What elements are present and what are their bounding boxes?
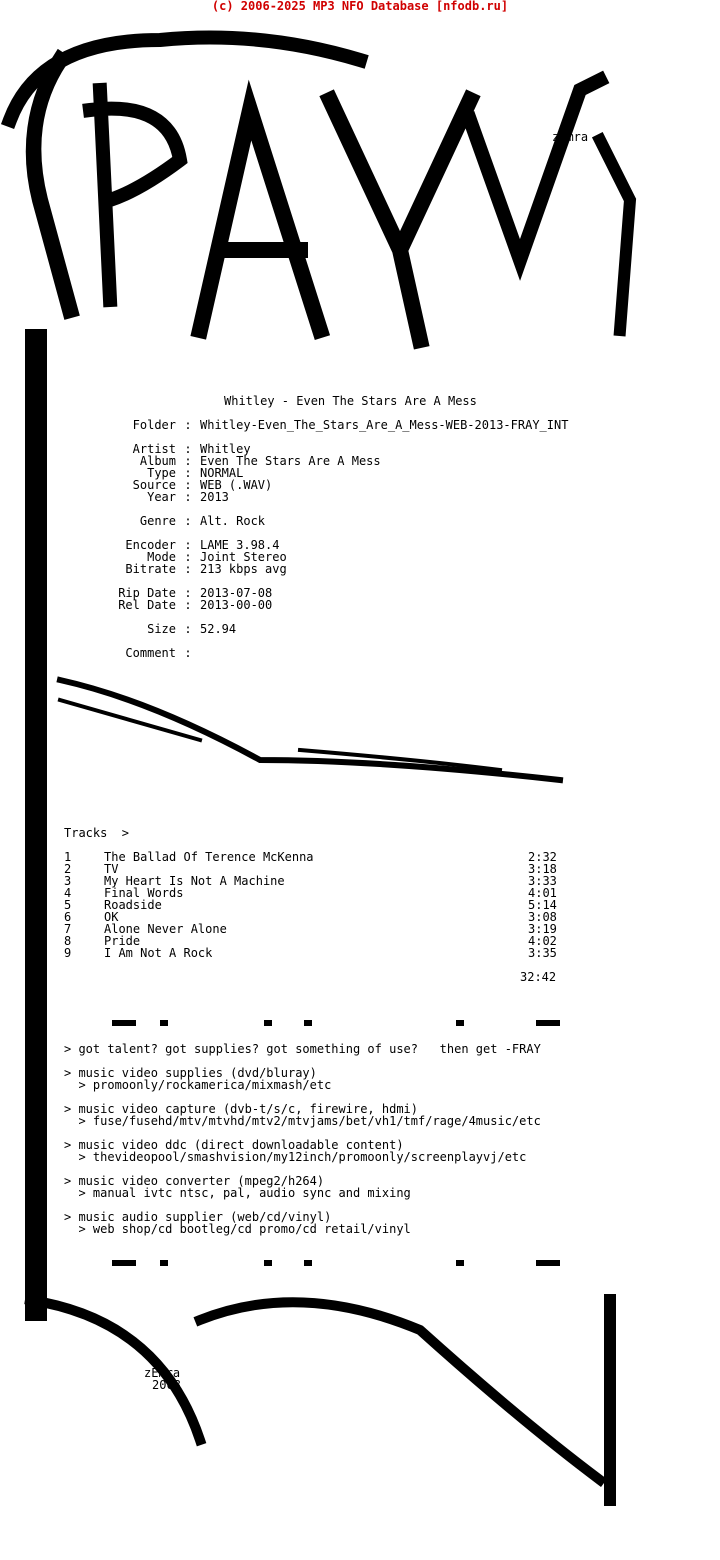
track-number: 1 <box>64 850 72 864</box>
track-number: 8 <box>64 934 72 948</box>
ad-line: > music video converter (mpeg2/h264) <box>64 1174 325 1188</box>
info-colon: : <box>184 490 192 504</box>
info-label: Album <box>139 454 176 468</box>
info-label: Rip Date <box>118 586 176 600</box>
ad-block <box>64 1103 541 1127</box>
info-row <box>72 563 568 575</box>
artist-signature-year: 2008 <box>152 1378 181 1392</box>
info-colon: : <box>184 478 192 492</box>
ad-subline: > promoonly/rockamerica/mixmash/etc <box>64 1078 332 1092</box>
track-time: 4:02 <box>528 934 557 948</box>
info-label: Comment <box>125 646 176 660</box>
track-title: The Ballad Of Terence McKenna <box>104 850 314 864</box>
track-title: Alone Never Alone <box>104 922 227 936</box>
info-colon: : <box>184 550 192 564</box>
release-title: Whitley - Even The Stars Are A Mess <box>224 394 477 408</box>
info-colon: : <box>184 514 192 528</box>
info-colon: : <box>184 586 192 600</box>
info-value: Whitley <box>200 442 251 456</box>
release-info <box>72 419 568 659</box>
info-colon: : <box>184 466 192 480</box>
info-colon: : <box>184 454 192 468</box>
track-time: 3:08 <box>528 910 557 924</box>
info-row <box>72 599 568 611</box>
total-time: 32:42 <box>520 970 557 984</box>
track-time: 3:19 <box>528 922 557 936</box>
info-value: Joint Stereo <box>200 550 287 564</box>
info-value: 2013 <box>200 490 229 504</box>
info-value: NORMAL <box>200 466 244 480</box>
info-row <box>72 623 568 635</box>
ad-subline: > fuse/fusehd/mtv/mtvhd/mtv2/mtvjams/bet/vh1/tmf/rage/4music/etc <box>64 1114 541 1128</box>
track-time: 4:01 <box>528 886 557 900</box>
ad-line: > music video supplies (dvd/bluray) <box>64 1066 317 1080</box>
info-label: Artist <box>132 442 176 456</box>
info-colon: : <box>184 646 192 660</box>
info-colon: : <box>184 562 192 576</box>
ad-block <box>64 1175 541 1199</box>
info-label: Year <box>147 490 176 504</box>
info-label: Rel Date <box>118 598 176 612</box>
track-number: 3 <box>64 874 72 888</box>
ad-block <box>64 1067 541 1091</box>
info-colon: : <box>184 622 192 636</box>
info-label: Mode <box>147 550 176 564</box>
track-title: OK <box>104 910 119 924</box>
group-ads <box>64 1043 541 1247</box>
track-title: TV <box>104 862 119 876</box>
track-list <box>64 851 557 959</box>
ad-subline: > web shop/cd bootleg/cd promo/cd retail/vinyl <box>64 1222 411 1236</box>
info-value: LAME 3.98.4 <box>200 538 280 552</box>
ad-block <box>64 1211 541 1235</box>
info-value: 2013-00-00 <box>200 598 273 612</box>
artist-signature-bottom: zEmra <box>144 1366 181 1380</box>
track-number: 6 <box>64 910 72 924</box>
track-time: 3:35 <box>528 946 557 960</box>
ad-subline: > thevideopool/smashvision/my12inch/promoonly/screenplayvj/etc <box>64 1150 527 1164</box>
info-value: WEB (.WAV) <box>200 478 273 492</box>
info-label: Size <box>147 622 176 636</box>
info-label: Encoder <box>125 538 176 552</box>
track-time: 3:18 <box>528 862 557 876</box>
info-value: 2013-07-08 <box>200 586 273 600</box>
track-number: 5 <box>64 898 72 912</box>
artist-signature: zEmra <box>552 130 589 144</box>
info-colon: : <box>184 442 192 456</box>
track-number: 2 <box>64 862 72 876</box>
database-credit: (c) 2006-2025 MP3 NFO Database [nfodb.ru] <box>211 0 509 13</box>
tracks-header: Tracks > <box>64 826 130 840</box>
info-value: Even The Stars Are A Mess <box>200 454 381 468</box>
ad-line: > music video ddc (direct downloadable content) <box>64 1138 404 1152</box>
track-time: 2:32 <box>528 850 557 864</box>
info-colon: : <box>184 418 192 432</box>
track-title: I Am Not A Rock <box>104 946 213 960</box>
info-row <box>72 647 568 659</box>
info-colon: : <box>184 538 192 552</box>
ad-block <box>64 1043 541 1055</box>
info-colon: : <box>184 598 192 612</box>
track-title: Roadside <box>104 898 162 912</box>
track-row <box>64 851 557 863</box>
info-label: Genre <box>139 514 176 528</box>
track-row <box>64 947 557 959</box>
info-label: Folder <box>132 418 176 432</box>
ad-line: > music video capture (dvb-t/s/c, firewire, hdmi) <box>64 1102 419 1116</box>
info-row <box>72 419 568 431</box>
info-label: Bitrate <box>125 562 176 576</box>
ad-subline: > manual ivtc ntsc, pal, audio sync and mixing <box>64 1186 411 1200</box>
track-time: 5:14 <box>528 898 557 912</box>
ad-block <box>64 1139 541 1163</box>
track-number: 9 <box>64 946 72 960</box>
ad-line: > music audio supplier (web/cd/vinyl) <box>64 1210 332 1224</box>
track-title: Pride <box>104 934 141 948</box>
info-row <box>72 515 568 527</box>
track-title: My Heart Is Not A Machine <box>104 874 285 888</box>
ad-line: > got talent? got supplies? got something of use? then get -FRAY <box>64 1042 541 1056</box>
track-number: 4 <box>64 886 72 900</box>
track-number: 7 <box>64 922 72 936</box>
track-time: 3:33 <box>528 874 557 888</box>
info-value: 52.94 <box>200 622 237 636</box>
info-value: Whitley-Even_The_Stars_Are_A_Mess-WEB-2013-FRAY_INT <box>200 418 569 432</box>
info-label: Source <box>132 478 176 492</box>
info-row <box>72 491 568 503</box>
info-label: Type <box>147 466 176 480</box>
info-value: Alt. Rock <box>200 514 266 528</box>
info-value: 213 kbps avg <box>200 562 287 576</box>
track-title: Final Words <box>104 886 184 900</box>
track-row <box>64 899 557 911</box>
